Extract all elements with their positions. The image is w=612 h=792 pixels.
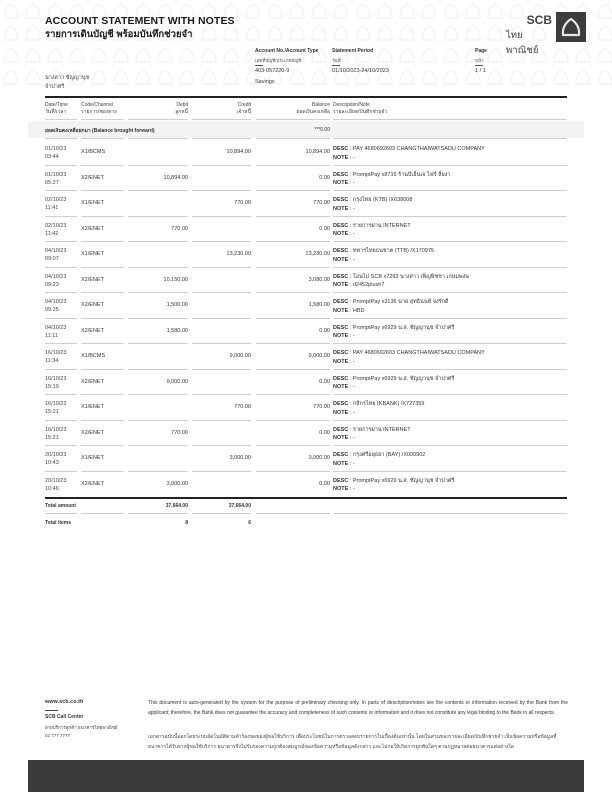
row-code: X2/ENET [81, 225, 104, 232]
row-note-line: NOTE : - [333, 409, 355, 416]
divider [332, 65, 340, 66]
row-desc-line: DESC : PAY 4680692603 CHANGTHAIWATSADU COMPANY [333, 350, 485, 356]
row-note-line: NOTE : - [333, 358, 355, 365]
row-date: 04/10/23 [45, 324, 67, 331]
statement-title-en: ACCOUNT STATEMENT WITH NOTES [45, 15, 235, 27]
row-date: 02/10/23 [45, 222, 67, 229]
note-label: NOTE [333, 486, 349, 492]
row-date: 01/10/23 [45, 146, 67, 152]
row-note-line: NOTE : - [333, 180, 355, 186]
row-description [333, 477, 454, 494]
account-label-th: เลขที่บัญชี/ประเภทบัญชี [255, 58, 302, 63]
header-rule [45, 96, 567, 98]
row-code: X1/ENET [81, 404, 104, 410]
account-number: 403-057220-9 [255, 68, 290, 74]
table-row [0, 217, 612, 243]
row-desc: โอนไป SCB x7292 นางสาว เพ็ญพิชชา เกษมพงษ [352, 273, 469, 280]
row-description [333, 375, 454, 392]
row-time: 05:27 [45, 179, 59, 186]
row-balance: 10,894.00 [305, 149, 330, 155]
row-code: X2/ENET [81, 174, 104, 181]
total-credit-amount: 37,664.00 [228, 503, 251, 509]
row-note-line: NOTE : - [333, 154, 355, 161]
row-desc: กรุงไทย (KTB) /X638008 [352, 197, 413, 203]
row-desc: รายการผ่าน INTERNET [352, 426, 411, 433]
row-time: 10:46 [45, 485, 59, 492]
row-note: - [352, 409, 355, 416]
note-label: NOTE [333, 205, 349, 212]
row-date: 16/10/23 [45, 426, 67, 433]
col-desc-th: รายละเอียด/บันทึกช่วยจำ [333, 108, 388, 115]
row-divider [192, 138, 251, 139]
row-balance: 9,000.00 [308, 353, 330, 359]
row-code: X1/ENET [81, 200, 104, 206]
row-datetime [45, 349, 66, 365]
row-note: HBD [352, 307, 365, 314]
row-debit: 1,580.00 [166, 327, 188, 334]
row-datetime [45, 145, 66, 161]
table-row [0, 395, 612, 421]
row-desc-line: DESC : โอนไป SCB x7292 นางสาว เพ็ญพิชชา เกษมพงษ [333, 273, 469, 280]
row-time: 09:25 [45, 307, 59, 313]
row-debit: 770.00 [171, 429, 188, 436]
row-divider [45, 138, 77, 139]
desc-label: DESC [333, 477, 349, 484]
desc-label: DESC [333, 197, 349, 203]
row-desc: PromptPay x3136 นาย สุทธินนท์ จงรักดี [352, 299, 449, 305]
row-balance: 3,000.00 [308, 455, 330, 461]
table-row [0, 370, 612, 396]
website-link[interactable]: www.scb.co.th [45, 699, 84, 705]
col-credit-th: เจ้าหนี้ [236, 108, 251, 115]
col-debit-th: ลูกหนี้ [175, 108, 188, 115]
row-datetime [45, 375, 66, 391]
row-balance: 0.00 [319, 225, 330, 232]
row-datetime [45, 426, 66, 442]
row-desc-line: DESC : รายการผ่าน INTERNET [333, 426, 411, 433]
row-divider [128, 513, 188, 514]
col-credit-en: Credit [237, 102, 251, 108]
row-datetime [45, 247, 66, 263]
row-desc-line: DESC : PromptPay x3136 นาย สุทธินนท์ จงรักดี [333, 299, 449, 305]
row-note-line: NOTE : d2452plush7 [333, 282, 385, 288]
col-code-en: Code/Channel [81, 102, 113, 108]
table-row [0, 293, 612, 319]
row-balance: 770.00 [313, 200, 330, 206]
divider [255, 65, 263, 66]
page-label-th: หน้า [475, 58, 484, 63]
table-row [0, 140, 612, 166]
row-desc-line: DESC : PAY 4680692603 CHANGTHAIWATSADU COMPANY [333, 146, 485, 152]
row-balance: 0.00 [319, 174, 330, 181]
row-balance: 0.00 [319, 480, 330, 487]
desc-label: DESC [333, 324, 349, 331]
row-note-line: NOTE : - [333, 435, 355, 441]
row-note: - [352, 231, 355, 237]
row-description [333, 222, 411, 239]
row-balance: 1,580.00 [308, 302, 330, 308]
desc-label: DESC [333, 350, 349, 356]
table-row [0, 344, 612, 370]
desc-label: DESC [333, 248, 349, 254]
row-date: 20/10/23 [45, 477, 67, 484]
row-desc: PAY 4680692603 CHANGTHAIWATSADU COMPANY [352, 350, 485, 356]
row-description [333, 324, 454, 341]
row-description [333, 196, 412, 213]
row-balance: 0.00 [319, 378, 330, 385]
note-label: NOTE [333, 282, 349, 288]
row-time: 15:21 [45, 409, 59, 415]
row-datetime [45, 196, 66, 212]
row-description [333, 400, 424, 417]
row-datetime [45, 400, 66, 416]
row-divider [128, 138, 188, 139]
row-note: - [352, 358, 355, 365]
row-code: X2/ENET [81, 480, 104, 487]
row-balance: 0.00 [319, 429, 330, 436]
row-note: - [352, 256, 355, 263]
note-label: NOTE [333, 180, 349, 186]
row-note: - [352, 205, 355, 212]
logo-text: SCB [526, 13, 552, 27]
row-code: X1/BCMS [81, 149, 106, 155]
row-desc: PromptPay x6929 น.ส. ชัญญานุช จำปาศรี [352, 477, 455, 484]
account-type: Savings [255, 79, 275, 85]
statement-title-th: รายการเดินบัญชี พร้อมบันทึกช่วยจำ [45, 29, 193, 40]
row-note-line: NOTE : - [333, 333, 355, 339]
row-note-line: NOTE : - [333, 231, 355, 237]
row-date: 02/10/23 [45, 197, 67, 203]
desc-label: DESC [333, 171, 349, 178]
row-desc-line: DESC : PromptPay x6929 น.ส. ชัญญานุช จำปาศรี [333, 375, 455, 382]
row-date: 16/10/23 [45, 375, 67, 382]
total-items-label: Total items [45, 520, 72, 526]
row-note-line: NOTE : HBD [333, 307, 365, 314]
row-desc: ทหารไทยธนชาต (TTB) /X170975 [352, 248, 434, 254]
logo-thai-text: ไทยพาณิชย์ [506, 30, 539, 56]
row-datetime [45, 451, 66, 467]
row-desc-line: DESC : กรุงศรีอยุธยา (BAY) /X000902 [333, 452, 426, 458]
total-debit-amount: 37,664.00 [165, 503, 188, 509]
row-credit: 9,000.00 [229, 353, 251, 359]
row-code: X1/ENET [81, 455, 104, 461]
row-time: 10:43 [45, 460, 59, 466]
row-desc-line: DESC : PromptPay x6929 น.ส. ชัญญานุช จำปาศรี [333, 477, 455, 484]
period-label-th: วันที่ [332, 58, 341, 63]
total-credit-items: 6 [248, 520, 251, 526]
row-desc: กรุงศรีอยุธยา (BAY) /X000902 [352, 452, 426, 458]
row-description [333, 451, 425, 468]
row-code: X2/ENET [81, 302, 104, 308]
note-label: NOTE [333, 256, 349, 263]
row-time: 09:23 [45, 281, 59, 288]
row-datetime [45, 298, 66, 314]
note-label: NOTE [333, 409, 349, 416]
desc-label: DESC [333, 273, 349, 280]
row-note-line: NOTE : - [333, 486, 355, 492]
row-debit: 1,500.00 [166, 302, 188, 308]
row-balance: 0.00 [319, 327, 330, 334]
brought-forward-balance: ***0.00 [314, 127, 330, 133]
row-date: 04/10/23 [45, 248, 67, 254]
note-label: NOTE [333, 384, 349, 390]
row-divider [333, 513, 567, 514]
col-balance-th: ยอดเงินคงเหลือ [296, 108, 330, 115]
note-label: NOTE [333, 231, 349, 237]
row-code: X1/BCMS [81, 353, 106, 359]
divider [45, 710, 58, 711]
col-date [45, 102, 68, 115]
desc-label: DESC [333, 222, 349, 229]
note-label: NOTE [333, 358, 349, 365]
col-code [81, 102, 117, 115]
call-center-phone: 02 777 7777 [45, 733, 71, 738]
row-date: 01/10/23 [45, 171, 67, 178]
row-balance: 770.00 [313, 404, 330, 410]
row-credit: 770.00 [234, 200, 251, 206]
row-note: - [352, 154, 355, 161]
col-date-en: Date/Time [45, 102, 68, 108]
row-date: 04/10/23 [45, 299, 67, 305]
table-row [0, 166, 612, 192]
row-description [333, 349, 485, 366]
total-amount-label: Total amount [45, 503, 77, 509]
row-debit: 10,150.00 [163, 276, 188, 283]
row-desc: PAY 4680692603 CHANGTHAIWATSADU COMPANY [352, 146, 485, 152]
row-divider [81, 138, 124, 139]
table-row [0, 421, 612, 447]
note-label: NOTE [333, 307, 349, 314]
row-divider [256, 119, 330, 120]
footer-bar [28, 760, 584, 792]
divider [475, 65, 483, 66]
row-credit: 10,894.00 [226, 149, 251, 155]
row-balance: 13,230.00 [305, 251, 330, 257]
desc-label: DESC [333, 452, 349, 458]
row-divider [192, 119, 251, 120]
row-desc: รายการผ่าน INTERNET [352, 222, 411, 229]
row-description [333, 171, 451, 188]
row-time: 11:42 [45, 230, 59, 237]
row-datetime [45, 273, 66, 289]
call-center-label: SCB Call Center [45, 714, 84, 720]
row-time: 15:19 [45, 383, 59, 390]
row-divider [45, 119, 77, 120]
desc-label: DESC [333, 146, 349, 152]
row-code: X2/ENET [81, 276, 104, 283]
row-time: 11:34 [45, 358, 59, 364]
table-row [0, 242, 612, 268]
row-debit: 9,000.00 [166, 378, 188, 385]
scb-logo [506, 12, 586, 56]
row-datetime [45, 222, 66, 238]
row-note: - [352, 486, 355, 492]
col-debit [128, 102, 188, 115]
row-credit: 13,230.00 [226, 251, 251, 257]
row-date: 20/10/23 [45, 452, 67, 458]
row-divider [45, 513, 77, 514]
row-description [333, 273, 469, 290]
row-balance: 3,080.00 [308, 276, 330, 283]
row-divider [333, 138, 567, 139]
row-datetime [45, 171, 66, 187]
row-desc: PromptPay x8716 ร้านบีเอ็นเจ ไฟร์ ลี่ยงา [352, 171, 451, 178]
period-label: Statement Period [332, 48, 374, 54]
row-desc-line: DESC : กรุงไทย (KTB) /X638008 [333, 197, 413, 203]
row-date: 16/10/23 [45, 350, 67, 356]
col-code-th: รายการ/ช่องทาง [81, 108, 117, 115]
note-label: NOTE [333, 154, 349, 161]
brought-forward-label: ยอดเงินคงเหลือยกมา (Balance brought forward) [45, 128, 155, 134]
row-datetime [45, 477, 66, 493]
col-balance [260, 102, 330, 115]
row-note: - [352, 333, 355, 339]
desc-label: DESC [333, 401, 349, 407]
desc-label: DESC [333, 426, 349, 433]
row-debit: 770.00 [171, 225, 188, 232]
col-balance-en: Balance [311, 102, 330, 108]
col-debit-en: Debit [176, 102, 188, 108]
row-desc: PromptPay x6929 น.ส. ชัญญานุช จำปาศรี [352, 324, 455, 331]
row-desc-line: DESC : กสิกรไทย (KBANK) /X727359 [333, 401, 425, 407]
row-datetime [45, 324, 66, 340]
col-date-th: วันที่/เวลา [45, 108, 67, 115]
row-note: - [352, 384, 355, 390]
desc-label: DESC [333, 375, 349, 382]
row-credit: 770.00 [234, 404, 251, 410]
row-date: 16/10/23 [45, 401, 67, 407]
row-note: - [352, 180, 355, 186]
row-note-line: NOTE : - [333, 256, 355, 263]
table-row [0, 472, 612, 498]
row-description [333, 145, 485, 162]
col-desc-en: Description/Note [333, 102, 370, 108]
row-time: 03:44 [45, 154, 59, 160]
row-note-line: NOTE : - [333, 384, 355, 390]
row-debit: 3,000.00 [166, 480, 188, 487]
row-divider [81, 513, 124, 514]
totals-rule [45, 497, 567, 499]
customer-name-line1: นางสาว ชัญญานุช [45, 75, 90, 81]
note-label: NOTE [333, 333, 349, 339]
table-row [0, 446, 612, 472]
col-credit [192, 102, 251, 115]
page-label: Page [475, 48, 487, 54]
note-label: NOTE [333, 460, 349, 467]
row-desc: PromptPay x6929 น.ส. ชัญญานุช จำปาศรี [352, 375, 455, 382]
customer-name-line2: จำปาศรี [45, 84, 65, 90]
row-desc: กสิกรไทย (KBANK) /X727359 [352, 401, 425, 407]
row-divider [81, 119, 124, 120]
table-row [0, 268, 612, 294]
row-credit: 3,000.00 [229, 455, 251, 461]
row-time: 11:11 [45, 332, 58, 339]
account-label: Account No./Account Type [255, 48, 319, 54]
row-time: 11:41 [45, 205, 59, 211]
row-code: X2/ENET [81, 429, 104, 436]
page-number: 1 / 1 [475, 68, 486, 74]
row-note-line: NOTE : - [333, 205, 355, 212]
row-debit: 10,894.00 [163, 174, 188, 181]
row-date: 04/10/23 [45, 273, 67, 280]
row-description [333, 298, 449, 315]
row-description [333, 426, 411, 443]
row-divider [256, 513, 330, 514]
row-divider [256, 138, 330, 139]
row-code: X1/ENET [81, 251, 104, 257]
table-row [0, 191, 612, 217]
desc-label: DESC [333, 299, 349, 305]
row-desc-line: DESC : ทหารไทยธนชาต (TTB) /X170975 [333, 248, 434, 254]
row-note: - [352, 435, 355, 441]
row-desc-line: DESC : PromptPay x8716 ร้านบีเอ็นเจ ไฟร์ ลี่ยงา [333, 171, 451, 178]
row-divider [333, 119, 567, 120]
disclaimer-en: This document is auto-generated by the system for the purpose of preliminary checking only. In parts of description/notes are the contents or information received by the Bank from the applicant; therefore, the Bank does not guarantee the accuracy and completeness of such contents or information and it does not constitute any legal binding to the Bank in all respects. [148, 700, 568, 716]
disclaimer-th: เอกสารฉบับนี้ออกโดยระบบอัตโนมัติตามคำร้องขอของผู้ขอใช้บริการ เพื่อประโยชน์ในการตรวจสอบรายการในเบื้องต้นเท่านั้น โดยในส่วนของรายละเอียด/บันทึกช่วยจำ เป็นข้อความหรือข้อมูลที่ธนาคารได้รับจากผู้ขอใช้บริการ ธนาคารจึงไม่รับรองความถูกต้องสมบูรณ์ของข้อความหรือข้อมูลดังกล่าว และไม่ก่อให้เกิดการผูกพันใดๆ ตามกฎหมายต่อธนาคารแต่อย่างใด [148, 734, 557, 750]
row-note: - [352, 460, 355, 467]
row-code: X2/ENET [81, 327, 104, 334]
row-note: d2452plush7 [352, 282, 385, 288]
call-center-thai: ฝ่ายบริการลูกค้า ธนาคารไทยพาณิชย์ [45, 725, 118, 730]
row-desc-line: DESC : รายการผ่าน INTERNET [333, 222, 411, 229]
row-code: X2/ENET [81, 378, 104, 385]
row-note-line: NOTE : - [333, 460, 355, 467]
row-time: 15:21 [45, 434, 59, 441]
row-divider [128, 119, 188, 120]
row-description [333, 247, 434, 264]
row-time: 09:07 [45, 256, 59, 262]
total-debit-items: 8 [185, 520, 188, 526]
note-label: NOTE [333, 435, 349, 441]
scb-bell-icon [556, 12, 586, 42]
row-divider [192, 513, 251, 514]
statement-period: 01/10/2023-24/10/2023 [332, 68, 389, 74]
table-row [0, 319, 612, 345]
row-desc-line: DESC : PromptPay x6929 น.ส. ชัญญานุช จำปาศรี [333, 324, 455, 331]
col-description [333, 102, 387, 115]
